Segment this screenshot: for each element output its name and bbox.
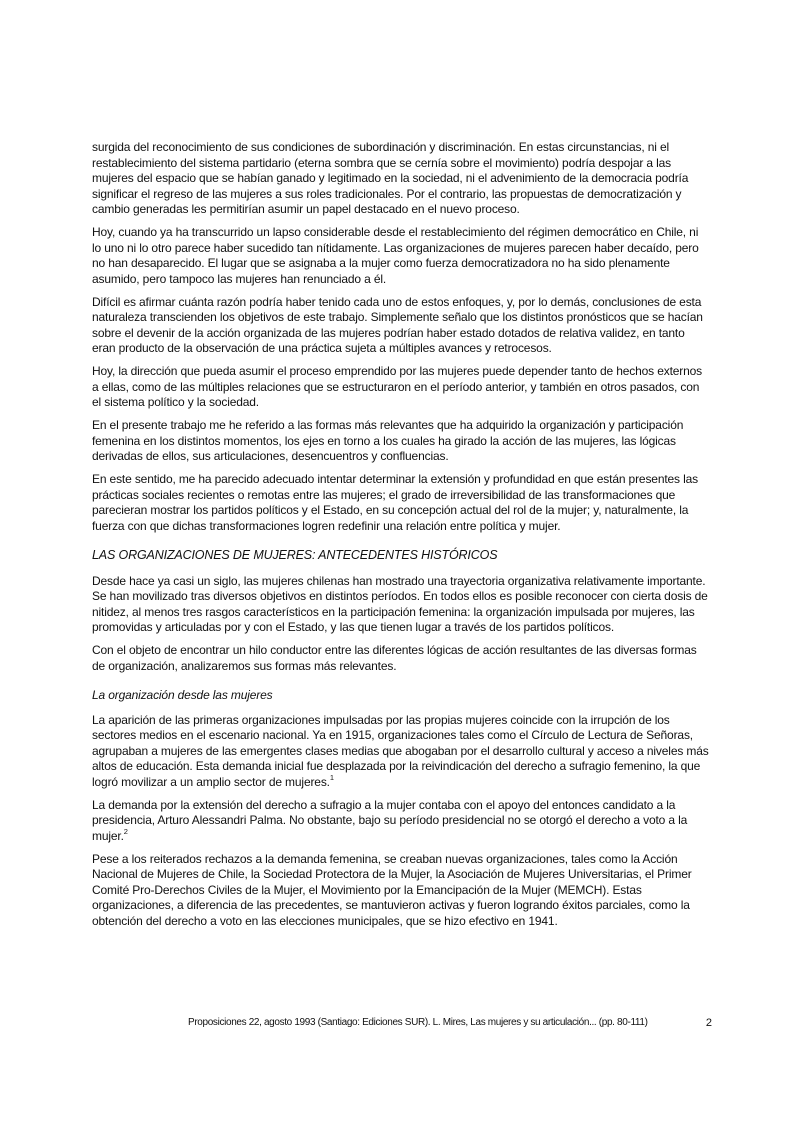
page-number: 2 <box>705 1017 712 1029</box>
paragraph: Desde hace ya casi un siglo, las mujeres chilenas han mostrado una trayectoria organizativa relativamente importante. Se han movilizado tras diversos objetivos en distintos períodos. En todos ellos es posible reconocer con cierta dosis de nitidez, al menos tres rasgos característicos en la participación femenina: la organización impulsada por mujeres, las promovidas y articuladas por y con el Estado, y las que tienen lugar a través de los partidos políticos. <box>92 573 708 634</box>
paragraph: Pese a los reiterados rechazos a la demanda femenina, se creaban nuevas organizaciones, tales como la Acción Nacional de Mujeres de Chile, la Sociedad Protectora de la Mujer, la Asociación de Mujeres Universitarias, el Primer Comité Pro-Derechos Civiles de la Mujer, el Movimiento por la Emancipación de la Mujer (MEMCH). Estas organizaciones, a diferencia de las precedentes, se mantuvieron activas y fueron logrando éxitos parciales, como la obtención del derecho a voto en las elecciones municipales, que se hizo efectivo en 1941. <box>92 851 692 928</box>
paragraph: Hoy, cuando ya ha transcurrido un lapso considerable desde el restablecimiento del régimen democrático en Chile, ni lo uno ni lo otro parece haber sucedido tan nítidamente. Las organizaciones de mujeres parecen haber decaído, pero no han desaparecido. El lugar que se asignaba a la mujer como fuerza democratizadora no ha sido plenamente asumido, pero tampoco las mujeres han renunciado a él. <box>92 225 699 286</box>
subsection-heading: La organización desde las mujeres <box>92 688 273 702</box>
paragraph: Con el objeto de encontrar un hilo conductor entre las diferentes lógicas de acción resultantes de las diversas formas de organización, analizaremos sus formas más relevantes. <box>92 643 697 673</box>
footnote-marker[interactable]: 2 <box>123 826 128 836</box>
section-heading: LAS ORGANIZACIONES DE MUJERES: ANTECEDENTES HISTÓRICOS <box>92 548 498 562</box>
paragraph-with-footnote <box>92 798 710 845</box>
paragraph: En este sentido, me ha parecido adecuado intentar determinar la extensión y profundidad en que están presentes las prácticas sociales recientes o remotas entre las mujeres; el grado de irreversibilidad de las transformaciones que parecieran mostrar los partidos políticos y el Estado, en su concepción actual del rol de la mujer; y, naturalmente, la fuerza con que dichas transformaciones logren redefinir una relación entre política y mujer. <box>92 472 698 533</box>
paragraph: En el presente trabajo me he referido a las formas más relevantes que ha adquirido la organización y participación femenina en los distintos momentos, los ejes en torno a los cuales ha girado la acción de las mujeres, las lógicas derivadas de ellos, sus articulaciones, desencuentros y confluencias. <box>92 418 684 463</box>
footer-citation: Proposiciones 22, agosto 1993 (Santiago: Ediciones SUR). L. Mires, Las mujeres y su articulación... (pp. 80-111) <box>188 1017 648 1028</box>
paragraph: Difícil es afirmar cuánta razón podría haber tenido cada uno de estos enfoques, y, por lo demás, conclusiones de esta naturaleza transcienden los objetivos de este trabajo. Simplemente señalo que los distintos pronósticos que se hacían sobre el devenir de la acción organizada de las mujeres podrían haber estado dotados de relativa validez, en tanto eran producto de la observación de una práctica sujeta a múltiples avances y retrocesos. <box>92 294 703 355</box>
paragraph: Hoy, la dirección que pueda asumir el proceso emprendido por las mujeres puede depender tanto de hechos externos a ellas, como de las múltiples relaciones que se estructuraron en el período anterior, y también en otros pasados, con el sistema político y la sociedad. <box>92 364 703 409</box>
paragraph: surgida del reconocimiento de sus condiciones de subordinación y discriminación. En estas circunstancias, ni el restablecimiento del sistema partidario (eterna sombra que se cernía sobre el movimiento) podría despojar a las mujeres del espacio que se habían ganado y legitimado en la sociedad, ni el advenimiento de la democracia podría significar el regreso de las mujeres a sus roles tradicionales. Por el contrario, las propuestas de democratización y cambio generadas les permitirían asumir un papel destacado en el nuevo proceso. <box>92 140 689 216</box>
footnote-marker[interactable]: 1 <box>329 772 334 782</box>
paragraph-text: La aparición de las primeras organizaciones impulsadas por las propias mujeres coincide con la irrupción de los sectores medios en el escenario nacional. Ya en 1915, organizaciones tales como el Círculo de Lectura de Señoras, agrupaban a mujeres de las emergentes clases medias que abogaban por el desarrollo cultural y acceso a niveles más altos de educación. Esta demanda inicial fue desplazada por la reivindicación del derecho a sufragio femenino, la que logró movilizar a un amplio sector de mujeres. <box>92 712 709 789</box>
paragraph-with-footnote <box>92 713 710 791</box>
page-footer <box>188 1017 712 1029</box>
document-body <box>92 140 710 937</box>
paragraph-text: La demanda por la extensión del derecho a sufragio a la mujer contaba con el apoyo del entonces candidato a la presidencia, Arturo Alessandri Palma. No obstante, bajo su período presidencial no se otorgó el derecho a voto a la mujer. <box>92 797 688 843</box>
